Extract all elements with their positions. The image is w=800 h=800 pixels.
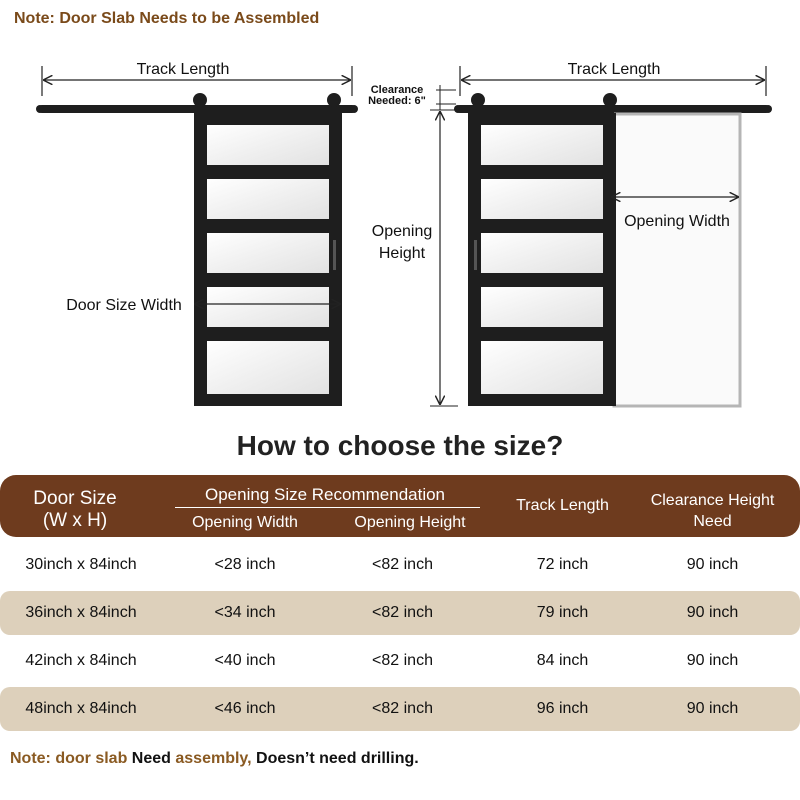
opening-height-label-line1: Opening: [371, 223, 433, 240]
header-opening-height: Opening Height: [354, 514, 466, 531]
cell-opening-width: <28 inch: [214, 556, 276, 573]
table-header: [0, 475, 800, 537]
bottom-note-part3: assembly,: [170, 750, 252, 767]
cell-clearance: 90 inch: [686, 700, 739, 717]
cell-clearance: 90 inch: [686, 604, 739, 621]
table-row: [0, 543, 800, 587]
cell-track-length: 72 inch: [536, 556, 589, 573]
cell-track-length: 96 inch: [536, 700, 589, 717]
cell-opening-height: <82 inch: [372, 652, 433, 669]
cell-opening-width: <46 inch: [214, 700, 276, 717]
cell-track-length: 84 inch: [536, 652, 589, 669]
door-size-width-label: Door Size Width: [66, 297, 182, 314]
header-clearance-line1: Clearance Height: [650, 492, 775, 509]
cell-opening-height: <82 inch: [372, 556, 433, 573]
page-heading: How to choose the size?: [236, 430, 564, 461]
header-door-size-line1: Door Size: [33, 488, 117, 509]
left-door-illustration: [36, 61, 358, 406]
bottom-note: [10, 750, 419, 768]
cell-door-size: 36inch x 84inch: [25, 604, 137, 621]
header-door-size-line2: (W x H): [42, 510, 108, 531]
right-track-length-label: Track Length: [567, 61, 661, 78]
header-track-length: Track Length: [516, 497, 609, 514]
cell-opening-width: <40 inch: [214, 652, 276, 669]
cell-opening-width: <34 inch: [214, 604, 276, 621]
top-note: Note: Door Slab Needs to be Assembled: [14, 10, 320, 27]
bottom-note-part2: Need: [127, 750, 171, 767]
clearance-label-line1: Clearance: [370, 84, 424, 96]
cell-opening-height: <82 inch: [372, 604, 433, 621]
right-door-illustration: [368, 61, 772, 406]
header-opening-group: Opening Size Recommendation: [204, 485, 446, 504]
cell-door-size: 48inch x 84inch: [25, 700, 137, 717]
bottom-note-prefix: Note: door slab: [10, 750, 128, 767]
clearance-label-line2: Needed: 6": [368, 95, 426, 107]
header-divider: [175, 507, 480, 508]
header-opening-width: Opening Width: [192, 514, 298, 531]
left-track-length-label: Track Length: [136, 61, 230, 78]
bottom-note-part4: Doesn’t need drilling.: [251, 750, 419, 767]
table-row: [0, 639, 800, 683]
header-door-size: [10, 488, 140, 532]
cell-door-size: 42inch x 84inch: [25, 652, 137, 669]
wall-opening: [614, 114, 740, 406]
opening-width-label: Opening Width: [624, 213, 730, 230]
cell-track-length: 79 inch: [536, 604, 589, 621]
table-row: [0, 687, 800, 731]
opening-height-label-line2: Height: [378, 245, 426, 262]
header-clearance-line2: Need: [693, 513, 732, 530]
cell-clearance: 90 inch: [686, 652, 739, 669]
cell-door-size: 30inch x 84inch: [25, 556, 137, 573]
cell-opening-height: <82 inch: [372, 700, 433, 717]
table-row: [0, 591, 800, 635]
cell-clearance: 90 inch: [686, 556, 739, 573]
header-clearance: [630, 490, 795, 532]
